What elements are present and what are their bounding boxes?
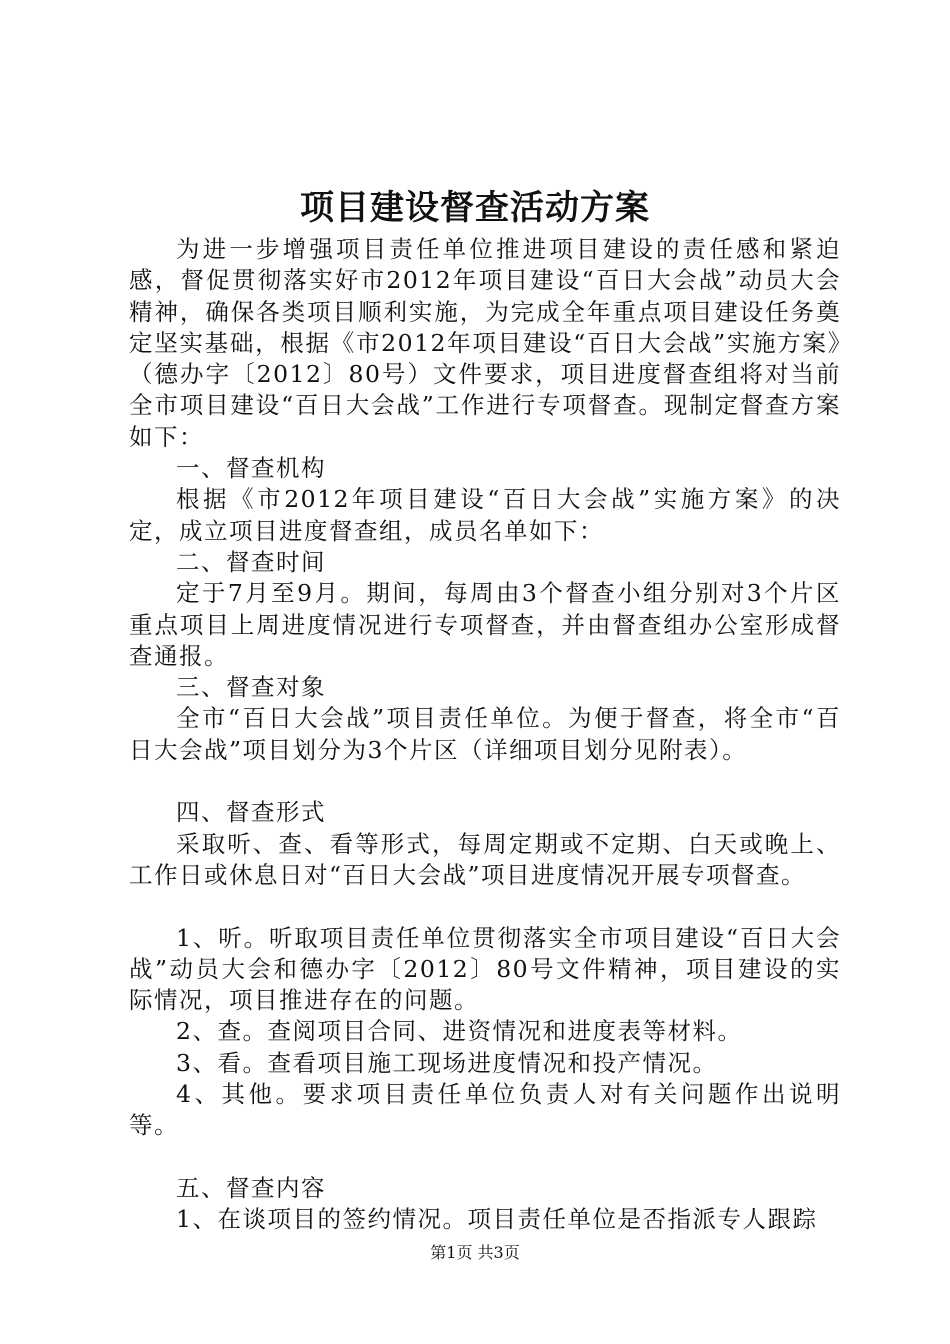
document-title: 项目建设督查活动方案 — [300, 188, 650, 228]
form-item-look: 3、看。查看项目施工现场进度情况和投产情况。 — [176, 1048, 718, 1077]
document-body — [129, 234, 841, 1236]
content-item-signing: 1、在谈项目的签约情况。项目责任单位是否指派专人跟踪 — [176, 1205, 818, 1234]
section-heading-target: 三、督查对象 — [176, 673, 326, 702]
form-item-listen: 1、听。听取项目责任单位贯彻落实全市项目建设“百日大会战”动员大会和德办字〔2012〕80号文件精神，项目建设的实际情况，项目推进存在的问题。 — [129, 923, 841, 1015]
page-footer: 第1页 共3页 — [430, 1243, 520, 1262]
form-item-other: 4、其他。要求项目责任单位负责人对有关问题作出说明等。 — [129, 1080, 841, 1140]
target-paragraph: 全市“百日大会战”项目责任单位。为便于督查，将全市“百日大会战”项目划分为3个片区（详细项目划分见附表）。 — [129, 704, 841, 764]
section-heading-time: 二、督查时间 — [176, 547, 326, 576]
form-item-check: 2、查。查阅项目合同、进资情况和进度表等材料。 — [176, 1017, 743, 1046]
intro-paragraph: 为进一步增强项目责任单位推进项目建设的责任感和紧迫感，督促贯彻落实好市2012年项目建设“百日大会战”动员大会精神，确保各类项目顺利实施，为完成全年重点项目建设任务奠定坚实基础，根据《市2012年项目建设“百日大会战”实施方案》（德办字〔2012〕80号）文件要求，项目进度督查组将对当前全市项目建设“百日大会战”工作进行专项督查。现制定督查方案如下： — [129, 235, 841, 451]
form-paragraph: 采取听、查、看等形式，每周定期或不定期、白天或晚上、工作日或休息日对“百日大会战”项目进度情况开展专项督查。 — [129, 829, 841, 889]
section-heading-form: 四、督查形式 — [176, 798, 326, 827]
organization-paragraph: 根据《市2012年项目建设“百日大会战”实施方案》的决定，成立项目进度督查组，成员名单如下： — [129, 485, 841, 545]
section-heading-organization: 一、督查机构 — [176, 454, 326, 483]
time-paragraph: 定于7月至9月。期间，每周由3个督查小组分别对3个片区重点项目上周进度情况进行专项督查，并由督查组办公室形成督查通报。 — [129, 579, 841, 670]
section-heading-content: 五、督查内容 — [176, 1173, 326, 1202]
